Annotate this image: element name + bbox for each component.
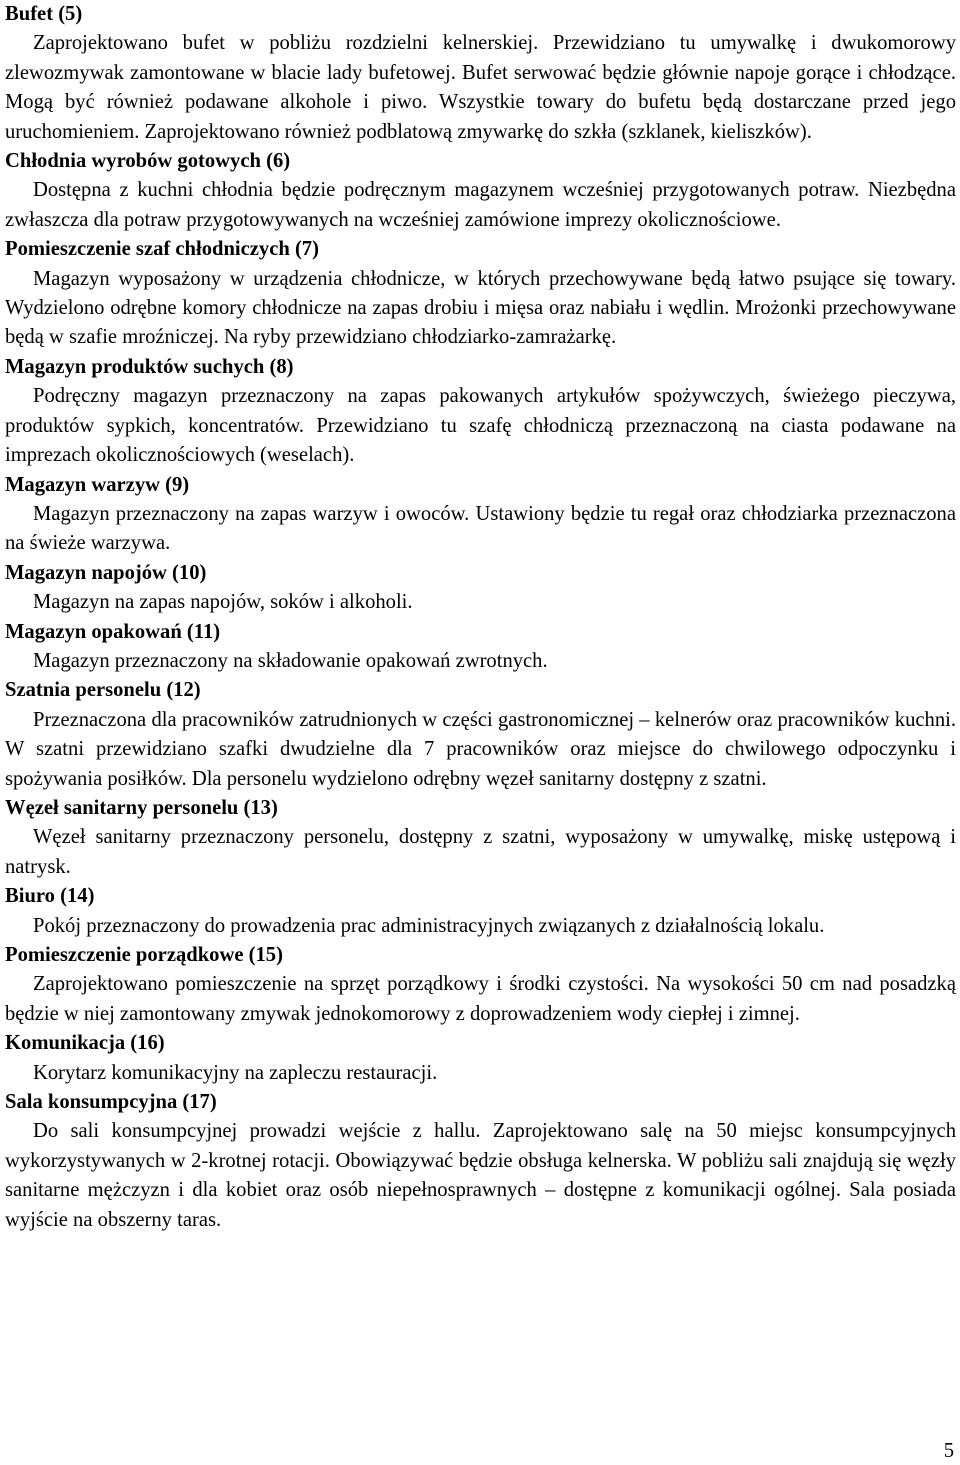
section-komunikacja bbox=[5, 1029, 956, 1088]
section-text: Korytarz komunikacyjny na zapleczu restauracji. bbox=[33, 1061, 438, 1084]
section-text: Do sali konsumpcyjnej prowadzi wejście z hallu. Zaprojektowano salę na 50 miejsc konsumpcyjnych wykorzystywanych w 2-krotnej rotacji. Obowiązywać będzie obsługa kelnerska. W pobliżu sali znajdują się węzły sanitarne mężczyzn i dla kobiet oraz osób niepełnosprawnych – dostępne z komunikacji ogólnej. Sala posiada wyjście na obszerny taras. bbox=[5, 1120, 956, 1231]
document-body bbox=[5, 0, 956, 1235]
section-chlodnia-wyrobow-gotowych bbox=[5, 147, 956, 235]
section-heading: Magazyn warzyw (9) bbox=[5, 473, 190, 496]
section-heading: Magazyn opakowań (11) bbox=[5, 620, 221, 643]
section-magazyn-opakowan bbox=[5, 618, 956, 677]
section-text: Magazyn na zapas napojów, soków i alkoholi. bbox=[33, 591, 413, 614]
section-heading: Komunikacja (16) bbox=[5, 1032, 165, 1055]
section-heading: Magazyn napojów (10) bbox=[5, 561, 207, 584]
section-heading: Węzeł sanitarny personelu (13) bbox=[5, 796, 278, 819]
section-sala-konsumpcyjna bbox=[5, 1088, 956, 1235]
section-heading: Pomieszczenie szaf chłodniczych (7) bbox=[5, 238, 319, 261]
section-pomieszczenie-szaf-chlodniczych bbox=[5, 235, 956, 353]
section-wezel-sanitarny-personelu bbox=[5, 794, 956, 882]
section-text: Dostępna z kuchni chłodnia będzie podręcznym magazynem wcześniej przygotowanych potraw. Niezbędna zwłaszcza dla potraw przygotowywanych na wcześniej zamówione imprezy okolicznościowe. bbox=[5, 179, 956, 231]
section-text: Węzeł sanitarny przeznaczony personelu, dostępny z szatni, wyposażony w umywalkę, miskę ustępową i natrysk. bbox=[5, 826, 956, 878]
section-heading: Chłodnia wyrobów gotowych (6) bbox=[5, 150, 291, 173]
section-heading: Szatnia personelu (12) bbox=[5, 679, 201, 702]
section-heading: Sala konsumpcyjna (17) bbox=[5, 1091, 217, 1114]
page-number: 5 bbox=[943, 1440, 954, 1462]
section-text: Pokój przeznaczony do prowadzenia prac administracyjnych związanych z działalnością lokalu. bbox=[33, 914, 825, 937]
section-bufet bbox=[5, 0, 956, 147]
section-szatnia-personelu bbox=[5, 676, 956, 794]
section-text: Magazyn wyposażony w urządzenia chłodnicze, w których przechowywane będą łatwo psujące się towary. Wydzielono odrębne komory chłodnicze na zapas drobiu i mięsa oraz nabiału i wędlin. Mrożonki przechowywane będą w szafie mroźniczej. Na ryby przewidziano chłodziarko-zamrażarkę. bbox=[5, 267, 956, 349]
section-biuro bbox=[5, 882, 956, 941]
section-heading: Magazyn produktów suchych (8) bbox=[5, 355, 294, 378]
section-heading: Bufet (5) bbox=[5, 3, 83, 25]
section-pomieszczenie-porzadkowe bbox=[5, 941, 956, 1029]
section-magazyn-napojow bbox=[5, 559, 956, 618]
section-text: Magazyn przeznaczony na zapas warzyw i owoców. Ustawiony będzie tu regał oraz chłodziarka przeznaczona na świeże warzywa. bbox=[5, 502, 956, 555]
section-text: Zaprojektowano pomieszczenie na sprzęt porządkowy i środki czystości. Na wysokości 50 cm nad posadzką będzie w niej zamontowany zmywak jednokomorowy z doprowadzeniem wody ciepłej i zimnej. bbox=[5, 973, 956, 1025]
section-text: Zaprojektowano bufet w pobliżu rozdzielni kelnerskiej. Przewidziano tu umywalkę i dwukomorowy zlewozmywak zamontowane w blacie lady bufetowej. Bufet serwować będzie głównie napoje gorące i chłodzące. Mogą być również podawane alkohole i piwo. Wszystkie towary do bufetu będą dostarczane przed jego uruchomieniem. Zaprojektowano również podblatową zmywarkę do szkła (szklanek, kieliszków). bbox=[5, 32, 956, 143]
section-text: Podręczny magazyn przeznaczony na zapas pakowanych artykułów spożywczych, świeżego pieczywa, produktów sypkich, koncentratów. Przewidziano tu szafę chłodniczą przeznaczoną na ciasta podawane na imprezach okolicznościowych (weselach). bbox=[5, 385, 956, 467]
section-magazyn-warzyw bbox=[5, 471, 956, 559]
section-text: Magazyn przeznaczony na składowanie opakowań zwrotnych. bbox=[33, 649, 548, 672]
section-heading: Biuro (14) bbox=[5, 885, 95, 908]
section-text: Przeznaczona dla pracowników zatrudnionych w części gastronomicznej – kelnerów oraz pracowników kuchni. W szatni przewidziano szafki dwudzielne dla 7 pracowników oraz miejsce do chwilowego odpoczynku i spożywania posiłków. Dla personelu wydzielono odrębny węzeł sanitarny dostępny z szatni. bbox=[5, 708, 956, 790]
section-magazyn-produktow-suchych bbox=[5, 353, 956, 471]
section-heading: Pomieszczenie porządkowe (15) bbox=[5, 944, 283, 966]
